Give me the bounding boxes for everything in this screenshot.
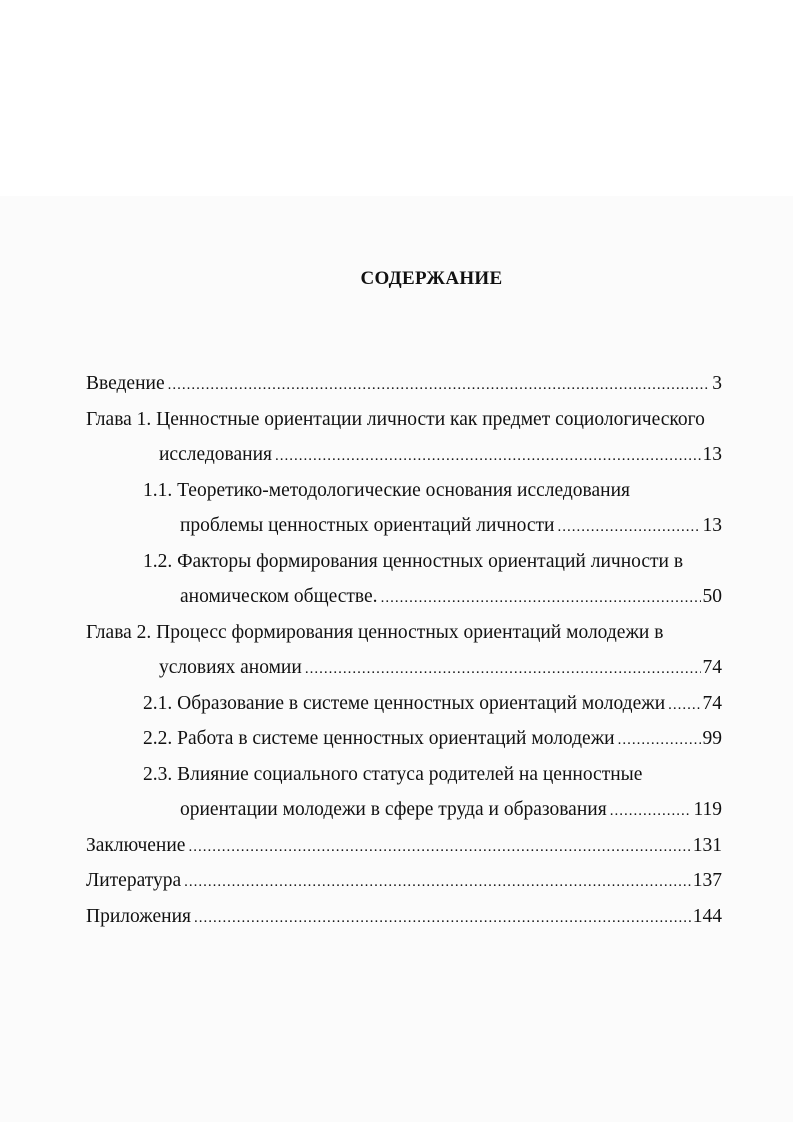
toc-entry-label: условиях аномии <box>159 657 302 678</box>
dot-leader <box>194 901 691 937</box>
toc-chapter-2-heading[interactable] <box>86 615 722 651</box>
toc-page-number: 13 <box>702 515 722 536</box>
toc-section-2-3-heading[interactable] <box>86 757 722 793</box>
toc-entry-label: 2.3. Влияние социального статуса родителей на ценностные <box>143 763 643 785</box>
toc-entry-label: проблемы ценностных ориентаций личности <box>180 515 555 536</box>
dot-leader <box>668 688 700 724</box>
toc-chapter-2-continuation[interactable] <box>86 650 722 686</box>
toc-chapter-1-heading[interactable] <box>86 402 722 438</box>
toc-section-1-1-heading[interactable] <box>86 473 722 509</box>
toc-entry-label: Глава 1. Ценностные ориентации личности как предмет социологического <box>86 408 705 430</box>
toc-page-number: 137 <box>692 870 722 891</box>
toc-page-number: 131 <box>692 834 722 856</box>
toc-entry-label: Введение <box>86 373 165 394</box>
dot-leader <box>618 723 701 759</box>
toc-entry-intro[interactable] <box>86 366 722 402</box>
toc-entry-conclusion[interactable] <box>86 828 722 864</box>
toc-entry-label: 2.1. Образование в системе ценностных ориентаций молодежи <box>143 692 666 714</box>
toc-page-number: 74 <box>702 692 722 714</box>
toc-entry-label: 1.1. Теоретико-методологические основания исследования <box>143 479 630 501</box>
toc-section-2-2[interactable] <box>86 721 722 757</box>
toc-chapter-1-continuation[interactable] <box>86 437 722 473</box>
dot-leader <box>305 652 701 688</box>
table-of-contents <box>86 366 722 934</box>
page-title: СОДЕРЖАНИЕ <box>360 268 503 289</box>
toc-entry-label: 1.2. Факторы формирования ценностных ориентаций личности в <box>143 550 684 572</box>
toc-page-number: 119 <box>693 799 722 820</box>
dot-leader <box>381 581 701 617</box>
dot-leader <box>558 510 701 546</box>
toc-entry-label: исследования <box>159 444 272 465</box>
toc-entry-label: 2.2. Работа в системе ценностных ориентаций молодежи <box>143 728 615 749</box>
toc-entry-label: Глава 2. Процесс формирования ценностных ориентаций молодежи в <box>86 621 664 643</box>
toc-section-1-2-heading[interactable] <box>86 544 722 580</box>
dot-leader <box>610 794 692 830</box>
toc-section-1-2-continuation[interactable] <box>86 579 722 615</box>
toc-section-2-1[interactable] <box>86 686 722 722</box>
toc-entry-literature[interactable] <box>86 863 722 899</box>
toc-page-number: 50 <box>702 586 722 607</box>
toc-page-number: 13 <box>702 444 722 465</box>
toc-entry-label: Приложения <box>86 905 191 927</box>
toc-entry-label: аномическом обществе. <box>180 586 378 607</box>
toc-page-number: 144 <box>692 905 722 927</box>
toc-entry-label: Заключение <box>86 834 186 856</box>
toc-page-number: 3 <box>712 373 722 394</box>
dot-leader <box>184 865 691 901</box>
toc-entry-label: Литература <box>86 870 182 891</box>
toc-page-number: 99 <box>702 728 722 749</box>
dot-leader <box>168 368 711 404</box>
toc-page-number: 74 <box>702 657 722 678</box>
toc-entry-appendices[interactable] <box>86 899 722 935</box>
toc-section-2-3-continuation[interactable] <box>86 792 722 828</box>
dot-leader <box>275 439 701 475</box>
toc-section-1-1-continuation[interactable] <box>86 508 722 544</box>
toc-entry-label: ориентации молодежи в сфере труда и образования <box>180 799 607 820</box>
dot-leader <box>188 830 690 866</box>
